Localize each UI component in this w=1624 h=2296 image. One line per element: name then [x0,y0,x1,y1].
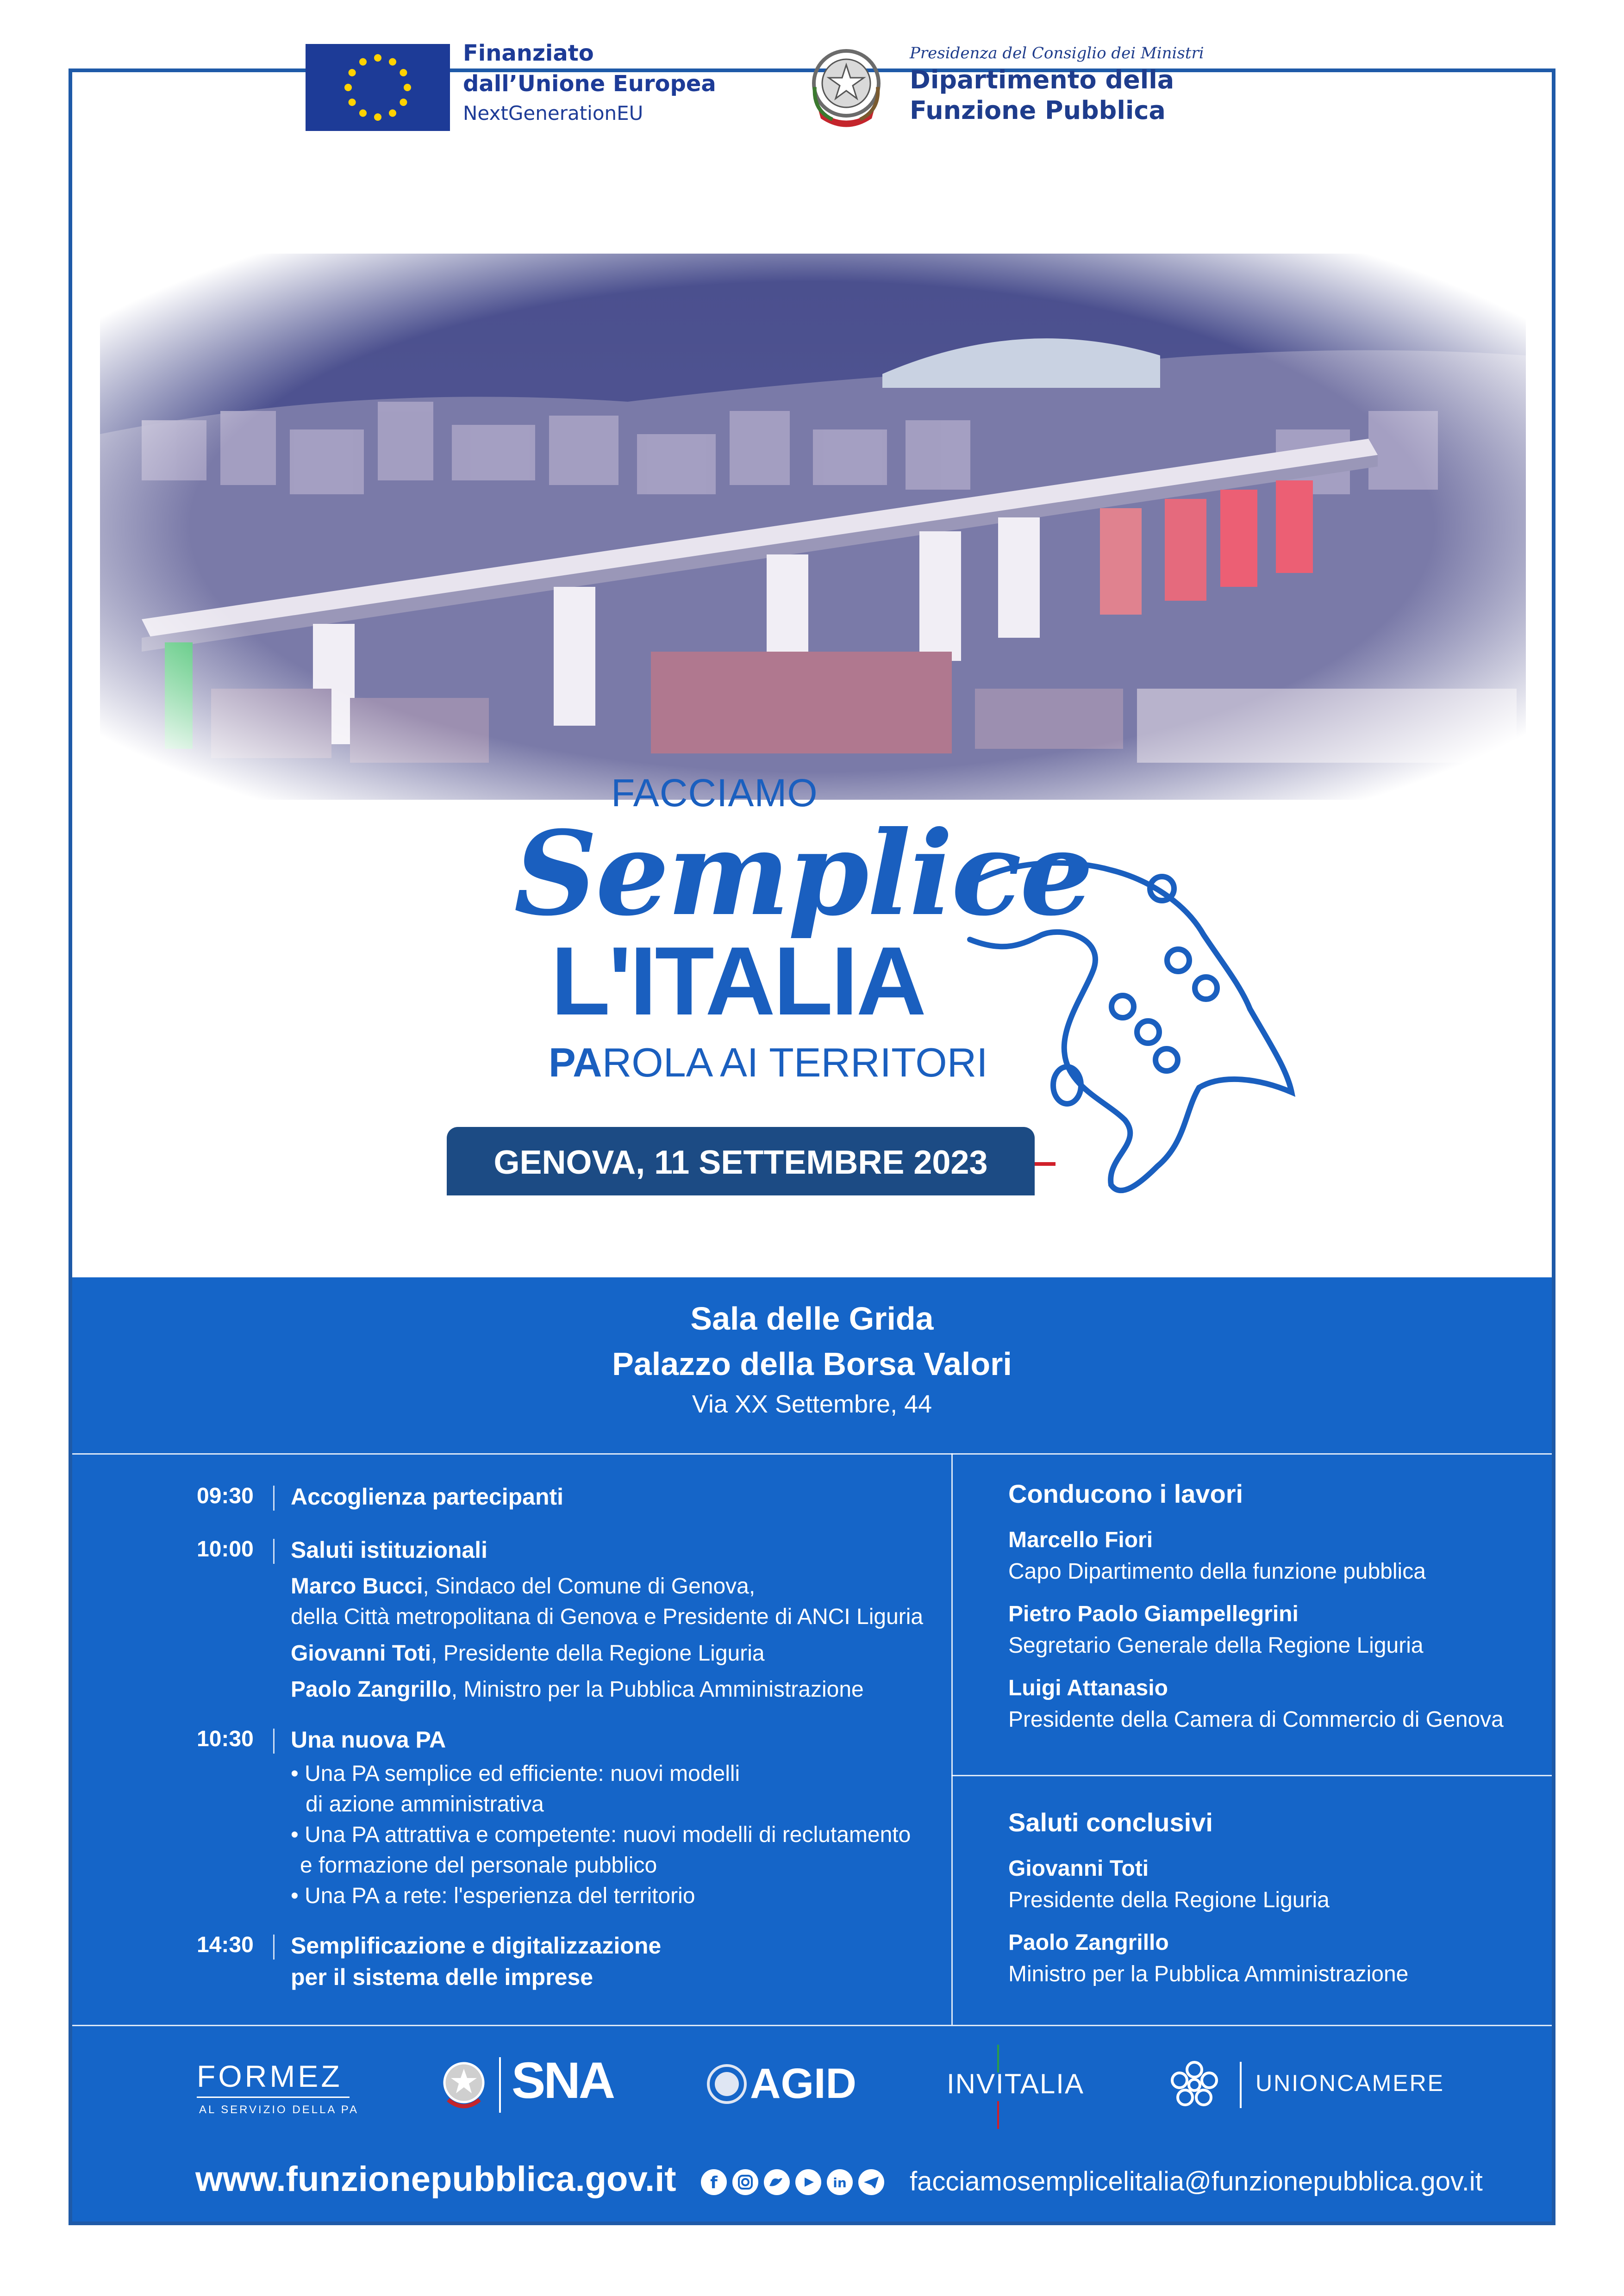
logo-semplice: Semplice [514,805,1092,941]
venue-building: Palazzo della Borsa Valori [612,1346,1012,1382]
telegram-icon[interactable] [858,2169,884,2195]
closing-role: Ministro per la Pubblica Amministrazione [1008,1962,1409,1986]
formez-underline [197,2097,350,2098]
website-link[interactable]: www.funzionepubblica.gov.it [195,2159,676,2199]
item-3-bullet-1: • Una PA semplice ed efficiente: nuovi modelli [291,1761,740,1786]
moderator-role: Segretario Generale della Regione Liguria [1008,1633,1424,1658]
moderator-name: Luigi Attanasio [1008,1676,1168,1700]
item-2-line-2: della Città metropolitana di Genova e Presidente di ANCI Liguria [291,1605,924,1629]
unioncamere-divider [1240,2062,1242,2108]
moderator-name: Pietro Paolo Giampellegrini [1008,1602,1299,1626]
time-bar [273,1729,275,1754]
moderator-role: Presidente della Camera di Commercio di Genova [1008,1707,1504,1732]
sna-divider [499,2057,501,2113]
closing-role: Presidente della Regione Liguria [1008,1888,1330,1912]
logo-litalia: L'ITALIA [551,927,925,1035]
time-bar [273,1539,275,1564]
closing-name: Giovanni Toti [1008,1856,1149,1881]
unioncamere-logo: UNIONCAMERE [1255,2070,1445,2096]
item-2-title: Saluti istituzionali [291,1537,488,1563]
eu-line-2: dall’Unione Europea [463,71,716,97]
time-1: 09:30 [197,1484,254,1508]
youtube-icon[interactable] [795,2169,821,2195]
agid-emblem-icon [706,2063,748,2105]
presidency-label: Presidenza del Consiglio dei Ministri [910,44,1204,62]
linkedin-icon[interactable] [827,2169,853,2195]
closing-name: Paolo Zangrillo [1008,1930,1169,1955]
closing-heading: Saluti conclusivi [1008,1808,1213,1837]
moderator-name: Marcello Fiori [1008,1528,1153,1552]
venue-address: Via XX Settembre, 44 [692,1390,932,1418]
eu-line-3: NextGenerationEU [463,102,643,124]
moderator-role: Capo Dipartimento della funzione pubblica [1008,1559,1426,1584]
item-3-bullet-1-cont: di azione amministrativa [306,1792,544,1817]
agid-logo: AGID [750,2060,856,2107]
formez-logo: FORMEZ [197,2059,343,2093]
instagram-icon[interactable] [732,2169,758,2195]
facebook-icon[interactable] [701,2169,727,2195]
time-4: 14:30 [197,1933,254,1957]
logo-rola-rest: ROLA AI TERRITORI [602,1039,988,1085]
logo-pa: PA [549,1039,602,1085]
item-3-bullet-2-cont: e formazione del personale pubblico [300,1853,657,1878]
formez-subtitle: AL SERVIZIO DELLA PA [199,2103,359,2116]
item-2-line-3: Giovanni Toti, Presidente della Regione Liguria [291,1641,765,1666]
venue-room: Sala delle Grida [690,1300,934,1337]
svg-text:in: in [833,2175,847,2190]
social-icons [699,2167,887,2197]
item-3-title: Una nuova PA [291,1727,446,1753]
logo-facciamo: FACCIAMO [611,771,818,815]
email-link[interactable]: facciamosemplicelitalia@funzionepubblica.gov.it [910,2166,1483,2196]
unioncamere-knot-icon [1167,2060,1222,2110]
time-bar [273,1486,275,1511]
item-1-title: Accoglienza partecipanti [291,1484,564,1510]
invitalia-red-bar [997,2101,999,2129]
sna-logo: SNA [512,2052,614,2109]
time-2: 10:00 [197,1537,254,1562]
logo-parola-ai-territori [549,1039,988,1086]
item-2-line-1: Marco Bucci, Sindaco del Comune di Genova, [291,1574,756,1599]
divider-bottom [72,2025,1552,2026]
divider-vertical [951,1453,953,2025]
item-4-title-1: Semplificazione e digitalizzazione [291,1933,662,1959]
venue-block [0,1296,1624,1422]
time-3: 10:30 [197,1727,254,1751]
item-3-bullet-2: • Una PA attrattiva e competente: nuovi modelli di reclutamento [291,1823,911,1847]
twitter-icon[interactable] [764,2169,790,2195]
eu-line-1: Finanziato [463,40,594,66]
italian-republic-emblem-icon [440,2057,488,2113]
divider-top [72,1453,1552,1455]
item-2-line-4: Paolo Zangrillo, Ministro per la Pubblica Amministrazione [291,1677,864,1702]
event-date-badge: GENOVA, 11 SETTEMBRE 2023 [447,1127,1035,1195]
department-name-line-2: Funzione Pubblica [910,96,1166,125]
moderators-heading: Conducono i lavori [1008,1479,1243,1508]
invitalia-logo: INVITALIA [947,2068,1084,2099]
item-3-bullet-3: • Una PA a rete: l'esperienza del territorio [291,1884,695,1908]
time-bar [273,1935,275,1960]
item-4-title-2: per il sistema delle imprese [291,1964,593,1990]
svg-text:f: f [710,2173,718,2192]
divider-right [951,1775,1552,1776]
department-name-line-1: Dipartimento della [910,65,1174,94]
